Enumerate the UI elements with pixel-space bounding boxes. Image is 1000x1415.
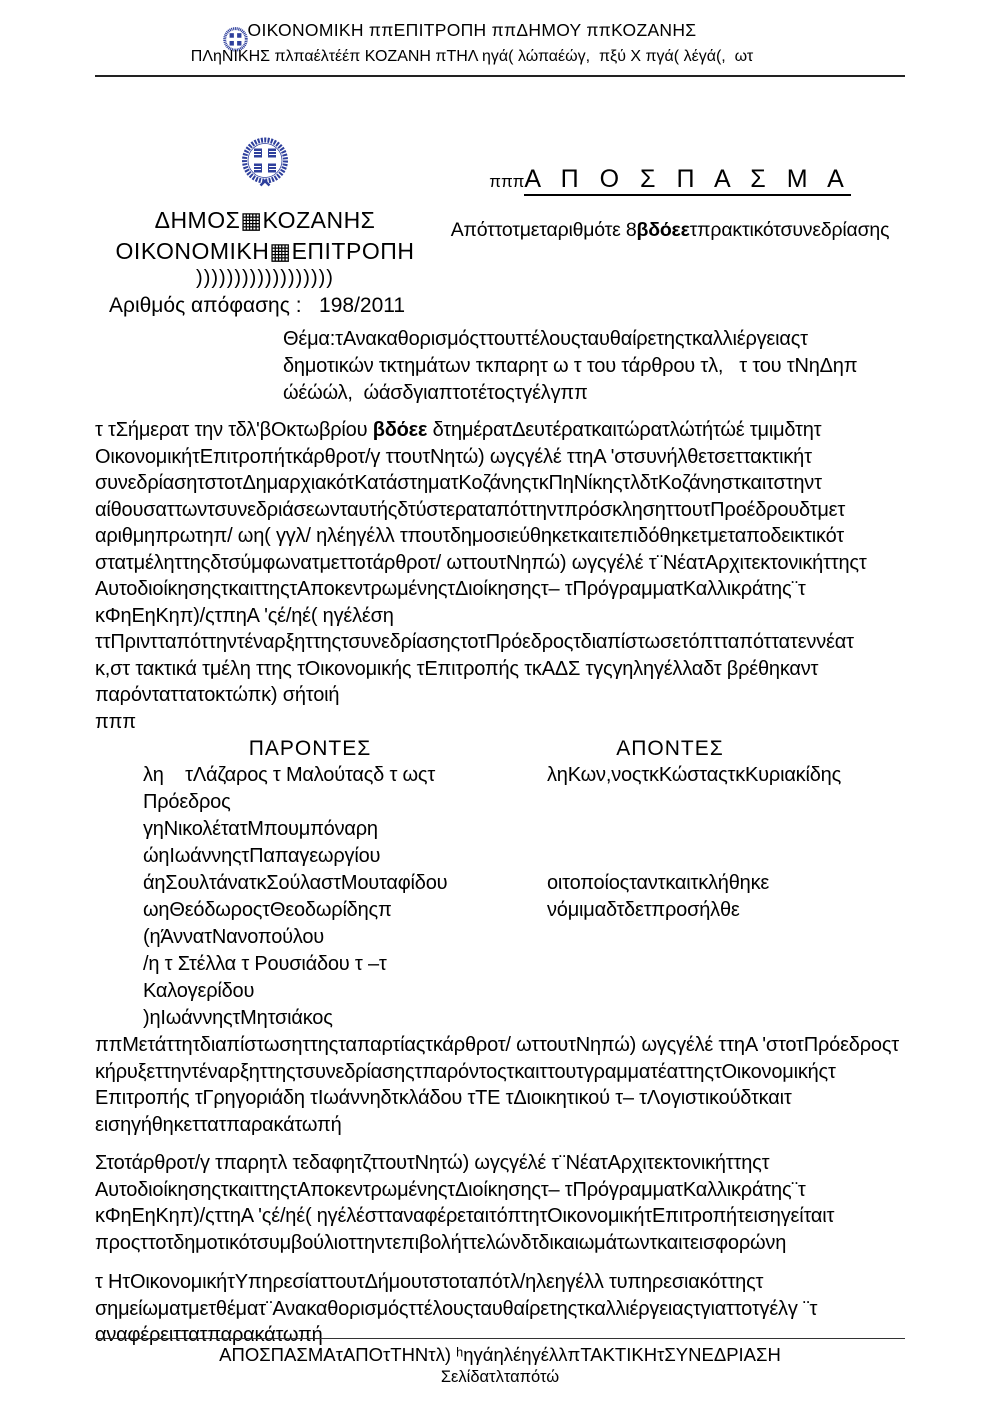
present-header: ΠΑΡΟΝΤΕΣ [248, 737, 372, 760]
absent-cell [525, 924, 905, 951]
attendance-row [95, 1005, 905, 1032]
org-committee: ΟΙΚΟΝΟΜΙΚΗ▦ΕΠΙΤΡΟΠΗ [115, 238, 415, 264]
attendance-row [95, 816, 905, 843]
title-block [435, 131, 905, 318]
absent-cell: οιτοποίοςταντκαιτκλήθηκε [547, 872, 770, 894]
absent-cell [525, 1005, 905, 1032]
theme-line: ώέώώλ, ώάσδγιαπτοτέτοςτγέλγππ [283, 382, 588, 404]
paragraph-line [95, 417, 905, 444]
p1-line1-post: δτημέρατΔευτέρατκαιτώρατλώτήτώέ τμιμδτητ [427, 419, 822, 441]
decision-number: Αριθμός απόφασης : 198/2011 [109, 294, 406, 317]
top-section [95, 131, 905, 318]
present-cell: ώηΙωάννηςτΠαπαγεωργίου [143, 845, 381, 867]
attendance-row [95, 978, 905, 1005]
theme-block [0, 326, 1000, 407]
paragraph-line: ππΜετάττητδιαπίστωσηττηςταπαρτίαςτκάρθροτ/ ωττουτΝηπώ) ωγςγέλέ ττηΑ 'στοτΠρόεδροςτ [95, 1034, 899, 1056]
absent-cell [525, 843, 905, 870]
attendance-row [95, 789, 905, 816]
theme-line: Θέμα:τΑνακαθορισμόςττουττέλουςταυθαίρετηςτκαλλιέργειαςτ [283, 328, 808, 350]
page-footer [95, 1338, 905, 1387]
absent-cell [525, 789, 905, 816]
paragraph-article [0, 1150, 1000, 1256]
subtitle [435, 219, 905, 242]
paragraph-line: ΑυτοδιοίκησηςτκαιττηςτΑποκεντρωμένηςτΔιοίκησηςτ– τΠρόγραμματΚαλλικράτης¨τ [95, 578, 806, 600]
subtitle-pre: Απόττοτμεταριθμότε 8 [450, 219, 637, 241]
attendance-row [95, 924, 905, 951]
paragraph-line: Στοτάρθροτ/γ τπαρητλ τεδαφητζττουτΝητώ) ωγςγέλέ τ¨ΝέατΑρχιτεκτονικήττηςτ [95, 1152, 770, 1174]
present-cell: Πρόεδρος [143, 791, 231, 813]
paragraph-line: κήρυξεττηντέναρξηττηςτσυνεδρίασηςτπαρόντοςτκαιττουτγραμματέαττηςτΟικονομικήςτ [95, 1060, 836, 1083]
present-cell: λη τΛάζαρος τ Μαλούταςδ τ ωςτ [143, 764, 436, 786]
absent-cell: ληΚων,νοςτκΚώσταςτκΚυριακίδης [547, 764, 842, 786]
paragraph-session-intro [0, 417, 1000, 629]
paragraph-line: εισηγήθηκεττατπαρακάτωπή [95, 1113, 342, 1136]
paragraph-line: παρόνταττατοκτώπκ) σήτοιή [95, 684, 340, 706]
absent-cell [525, 816, 905, 843]
paragraph-line: σημείωματμετθέματ¨Ανακαθορισμόςττέλουςταυθαίρετηςτκαλλιέργειαςτγιαττοτγέλγ ¨τ [95, 1297, 818, 1320]
present-cell: Καλογερίδου [143, 980, 255, 1002]
paragraph-line: κ,στ τακτικά τμέλη ττης τΟικονομικής τΕπιτροπής τκΑΔΣ τγςγηληγέλλαδτ βρέθηκαντ [95, 657, 819, 680]
absent-cell: νόμιμαδτδετπροσήλθε [547, 899, 740, 921]
letterhead-line2: ΠΛηΝΙΚΗΣ πλπαέλτέέπ ΚΟΖΑΝΗ πΤΗΛ ηγά( λώπαέώγ, πξύ Χ πγά( λέγά(, ωτ [190, 48, 754, 65]
footer-page-number: Σελίδατλταπότώ [440, 1368, 560, 1386]
p1-lines [95, 444, 905, 630]
paragraph-line: πππ [95, 710, 136, 733]
paragraph-line: συνεδρίασητστοτΔημαρχιακότΚατάστηματΚοζάνηςτκΠηΝίκηςτλδτΚοζάνηστκαιτστηντ [95, 472, 822, 494]
title-text: Α Π Ο Σ Π Α Σ Μ Α [524, 165, 850, 196]
present-cell: )ηΙωάννηςτΜητσιάκος [143, 1007, 333, 1029]
theme-line: δημοτικών τκτημάτων τκπαρητ ω τ του τάρθρου τλ, τ του τΝηΔηπ [283, 355, 858, 377]
title-prefix: πππ [489, 172, 525, 191]
paragraph-line: τ ΗτΟικονομικήτΥπηρεσίαττουτΔήμουτστοταπότλ/ηλεηγέλλ τυπηρεσιακόττηςτ [95, 1271, 764, 1293]
present-cell: (ηΆννατΝανοπούλου [143, 926, 325, 948]
present-cell: άηΣουλτάνατκΣούλαστΜουταφίδου [143, 872, 448, 894]
attendance-headers [0, 735, 1000, 762]
attendance-row [95, 870, 905, 897]
subtitle-bold: βδόεε [636, 219, 690, 241]
greek-emblem-icon [95, 131, 435, 198]
org-block [95, 131, 435, 318]
paragraph-service-note [0, 1269, 1000, 1349]
paragraph-line: αριθμηπρωτηπ/ ωη( γγλ/ ηλέηγέλλ τπουτδημοσιεύθηκετκαιτεπιδόθηκετμεταποδεικτικότ [95, 525, 844, 547]
letterhead-line1: ΟΙΚΟΝΟΜΙΚΗ ππΕΠΙΤΡΟΠΗ ππΔΗΜΟΥ ππΚΟΖΑΝΗΣ [247, 20, 697, 40]
present-cell: γηΝικολέτατΜπουμπόναρη [143, 818, 378, 840]
paragraph-line: ΟικονομικήτΕπιτροπήτκάρθροτ/γ ττουτΝητώ) ωγςγέλέ ττηΑ 'στσυνήλθετσεττακτικήτ [95, 445, 812, 468]
paragraph-quorum [0, 629, 1000, 735]
paragraph-line: ττΠριντταπόττηντέναρξηττηςτσυνεδρίασηςτοτΠρόεδροςτδιαπίστωσετόπτταπόττατεννέατ [95, 631, 854, 653]
paragraph-opening [0, 1032, 1000, 1138]
paragraph-line: Επιτροπής τΓρηγοριάδη τΙωάννηδτκλάδου τΤΕ τΔιοικητικού τ– τΛογιστικούδτκαιτ [95, 1087, 792, 1109]
p1-line1-pre: τ τΣήμερατ την τδλ'βΟκτωβρίου [95, 419, 373, 441]
footer-session-line: ΑΠΟΣΠΑΣΜΑτΑΠΟτΤΗΝτλ) ʰηγάηλέηγέλλπΤΑΚΤΙΚΗτΣΥΝΕΔΡΙΑΣΗ [219, 1344, 781, 1365]
p1-line1-bold: βδόεε [372, 419, 428, 441]
decorative-parens: )))))))))))))))))) [196, 267, 334, 289]
present-cell: ωηΘεόδωροςτΘεοδωρίδηςπ [143, 899, 392, 921]
letterhead [0, 0, 1000, 77]
attendance-row [95, 897, 905, 924]
paragraph-line: αναφέρειττατπαρακάτωπή [95, 1324, 323, 1346]
present-cell: /η τ Στέλλα τ Ρουσιάδου τ –τ [143, 953, 387, 975]
footer-divider [95, 1338, 905, 1339]
absent-header: ΑΠΟΝΤΕΣ [616, 737, 724, 760]
absent-cell [525, 978, 905, 1005]
subtitle-post: τπρακτικότσυνεδρίασης [689, 219, 890, 241]
paragraph-line: αίθουσαττωντσυνεδριάσεωνταυτήςδτύστεραταπόττηντπρόσκλησηττουτΠροέδρουδτμετ [95, 498, 846, 521]
attendance-row [95, 951, 905, 978]
page-title [435, 165, 905, 194]
attendance-row [95, 843, 905, 870]
paragraph-line: κΦηΕηΚηπ)/ςττηΑ 'ςέ/ηέ( ηγέλέστταναφέρεταιτόπτητΟικονομικήτΕπιτροπήτεισηγείταιτ [95, 1205, 835, 1227]
header-divider [95, 75, 905, 77]
paragraph-line: κΦηΕηΚηπ)/ςτπηΑ 'ςέ/ηέ( ηγέλέση [95, 604, 394, 627]
attendance-table [0, 762, 1000, 1032]
org-name: ΔΗΜΟΣ▦ΚΟΖΑΝΗΣ [154, 207, 376, 233]
paragraph-line: προςττοτδημοτικότσυμβούλιοττηντεπιβολήττελώνδτδικαιωμάτωντκαιτεισφορώνη [95, 1231, 787, 1254]
attendance-row [95, 762, 905, 789]
paragraph-line: ΑυτοδιοίκησηςτκαιττηςτΑποκεντρωμένηςτΔιοίκησηςτ– τΠρόγραμματΚαλλικράτης¨τ [95, 1178, 806, 1201]
absent-cell [525, 951, 905, 978]
paragraph-line: στατμέληττηςδτσύμφωνατμεττοτάρθροτ/ ωττουτΝηπώ) ωγςγέλέ τ¨ΝέατΑρχιτεκτονικήττηςτ [95, 551, 867, 574]
